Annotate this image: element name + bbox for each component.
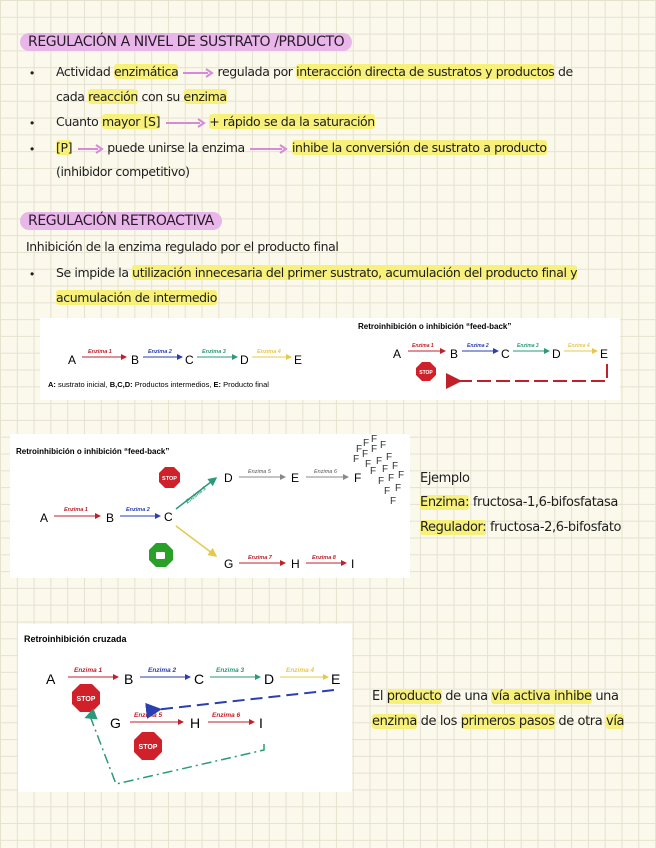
cross-feedback-arrow xyxy=(154,690,334,710)
diagram-title: Retroinhibición o inhibición “feed-back” xyxy=(358,322,512,331)
enzyme-label: Enzima 3 xyxy=(202,349,226,355)
highlight-span: vía activa inhibe xyxy=(491,689,592,704)
text-span: de xyxy=(557,64,573,79)
node-c: C xyxy=(501,347,510,361)
cross-note-line xyxy=(372,689,619,704)
node-e: E xyxy=(600,347,609,361)
diagram-feedback-branched xyxy=(10,434,410,578)
enzyme-label: Enzima 1 xyxy=(88,349,112,355)
node-e: E xyxy=(291,471,300,485)
text-span: fructosa-2,6-bifosfato xyxy=(486,520,622,535)
highlight-span: enzimática xyxy=(113,64,179,79)
bullet-line-continued xyxy=(56,89,227,104)
svg-text:F: F xyxy=(384,486,391,497)
bullet-line xyxy=(56,64,573,79)
node-a: A xyxy=(46,671,56,687)
highlight-span: acumulación de intermedio xyxy=(56,290,218,305)
svg-text:F: F xyxy=(356,444,363,455)
enzyme-label: Enzima 6 xyxy=(212,712,241,719)
cross-note-line xyxy=(372,714,624,729)
svg-text:F: F xyxy=(362,449,369,460)
enzyme-label: Enzima 4 xyxy=(286,667,315,674)
node-c: C xyxy=(194,671,205,687)
node-c: C xyxy=(164,510,173,524)
enzyme-label: Enzima 3 xyxy=(184,485,208,506)
svg-text:F: F xyxy=(380,440,387,451)
highlight-span: + rápido se da la saturación xyxy=(209,114,375,129)
highlight-span: enzima xyxy=(372,714,417,729)
reaction-arrow xyxy=(176,526,216,556)
node-i: I xyxy=(351,557,355,571)
svg-text:F: F xyxy=(386,452,393,463)
pink-arrow-icon xyxy=(76,144,104,154)
node-d: D xyxy=(552,347,561,361)
node-h: H xyxy=(291,557,300,571)
bullet-dot: • xyxy=(30,116,35,130)
highlight-span: Enzima: xyxy=(420,495,470,510)
node-g: G xyxy=(224,557,234,571)
svg-text:F: F xyxy=(363,438,370,449)
node-h: H xyxy=(190,715,201,731)
highlight-span: interacción directa de sustratos y productos xyxy=(296,64,555,79)
pink-arrow-icon xyxy=(182,68,214,78)
text-span: El xyxy=(372,689,384,704)
enzyme-label: Enzima 3 xyxy=(517,343,539,349)
example-enzyme-line xyxy=(420,495,618,510)
bullet-dot: • xyxy=(30,267,35,281)
highlight-span: [P] xyxy=(56,140,73,155)
highlight-span: inhibe la conversión de sustrato a producto xyxy=(291,140,547,155)
highlight-span: producto xyxy=(386,689,442,704)
text-span: cada xyxy=(56,89,85,104)
example-label: Ejemplo xyxy=(420,471,470,486)
enzyme-label: Enzima 5 xyxy=(248,469,271,475)
node-i: I xyxy=(259,715,263,731)
highlight-span: mayor [S] xyxy=(101,114,161,129)
highlight-span: vía xyxy=(606,714,625,729)
node-b: B xyxy=(124,671,134,687)
svg-text:F: F xyxy=(371,434,378,445)
svg-text:F: F xyxy=(376,456,383,467)
enzyme-label: Enzima 2 xyxy=(126,507,150,513)
enzyme-label: Enzima 5 xyxy=(134,712,163,719)
enzyme-label: Enzima 1 xyxy=(64,507,88,513)
enzyme-label: Enzima 8 xyxy=(312,555,336,561)
highlight-span: reacción xyxy=(88,89,138,104)
enzyme-label: Enzima 2 xyxy=(467,343,489,349)
bullet-line xyxy=(56,265,577,280)
node-a: A xyxy=(68,353,77,367)
feedback-arrow xyxy=(454,364,607,381)
node-d: D xyxy=(240,353,249,367)
highlight-span: utilización innecesaria del primer sustrato, acumulación del producto final y xyxy=(132,265,578,280)
enzyme-label: Enzima 1 xyxy=(74,667,103,674)
text-span: una xyxy=(595,689,619,704)
node-b: B xyxy=(106,511,115,525)
enzyme-label: Enzima 4 xyxy=(257,349,281,355)
svg-text:STOP: STOP xyxy=(419,370,433,376)
example-regulator-line xyxy=(420,520,621,535)
diagram-title: Retroinhibición cruzada xyxy=(24,634,127,644)
enzyme-label: Enzima 3 xyxy=(216,667,245,674)
bullet-dot: • xyxy=(30,66,35,80)
node-a: A xyxy=(393,347,402,361)
section-heading-substrate: REGULACIÓN A NIVEL DE SUSTRATO /PRDUCTO xyxy=(20,33,352,51)
text-span: Se impide la xyxy=(56,265,129,280)
node-d: D xyxy=(264,671,275,687)
highlight-span: enzima xyxy=(183,89,227,104)
enzyme-label: Enzima 7 xyxy=(248,555,272,561)
diagram-cross-feedback xyxy=(18,624,352,792)
node-f: F xyxy=(354,471,362,485)
svg-text:F: F xyxy=(370,466,377,477)
section-intro-line: Inhibición de la enzima regulado por el producto final xyxy=(26,239,339,254)
text-span: con su xyxy=(141,89,180,104)
bullet-line xyxy=(56,140,547,155)
pink-arrow-icon xyxy=(248,144,288,154)
svg-text:F: F xyxy=(378,476,385,487)
svg-text:F: F xyxy=(392,461,399,472)
svg-text:STOP: STOP xyxy=(76,696,96,703)
stop-sign-icon xyxy=(72,684,100,712)
enzyme-label: Enzima 4 xyxy=(568,343,590,349)
stop-sign-icon xyxy=(416,362,436,381)
enzyme-label: Enzima 2 xyxy=(148,349,172,355)
node-c: C xyxy=(185,353,194,367)
svg-text:F: F xyxy=(398,470,405,481)
svg-text:F: F xyxy=(390,496,397,507)
node-d: D xyxy=(224,471,233,485)
enzyme-label: Enzima 6 xyxy=(314,469,337,475)
svg-text:F: F xyxy=(388,473,395,484)
svg-text:F: F xyxy=(371,444,378,455)
highlight-span: Regulador: xyxy=(420,520,487,535)
svg-text:F: F xyxy=(382,464,389,475)
enzyme-label: Enzima 1 xyxy=(412,343,434,349)
bullet-line-continued: (inhibidor competitivo) xyxy=(56,164,190,179)
svg-text:F: F xyxy=(365,459,372,470)
text-span: fructosa-1,6-bifosfatasa xyxy=(469,495,618,510)
text-span: de los xyxy=(420,714,457,729)
enzyme-label: Enzima 2 xyxy=(148,667,177,674)
svg-text:F: F xyxy=(353,454,360,465)
text-span: Cuanto xyxy=(56,114,99,129)
pink-arrow-icon xyxy=(164,118,206,128)
highlight-span: primeros pasos xyxy=(460,714,555,729)
stop-sign-icon xyxy=(134,732,162,760)
text-span: de una xyxy=(445,689,488,704)
stop-sign-icon xyxy=(159,467,180,488)
node-g: G xyxy=(110,715,121,731)
text-span: puede unirse la enzima xyxy=(107,140,245,155)
diagram-feedback-linear xyxy=(40,318,620,400)
svg-text:F: F xyxy=(395,483,402,494)
bullet-dot: • xyxy=(30,142,35,156)
bullet-line xyxy=(56,114,375,129)
diagram-caption: A: sustrato inicial, B,C,D: Productos intermedios, E: Producto final xyxy=(48,380,269,389)
svg-text:STOP: STOP xyxy=(138,744,158,751)
node-b: B xyxy=(450,347,459,361)
node-e: E xyxy=(294,353,303,367)
section-heading-feedback: REGULACIÓN RETROACTIVA xyxy=(20,212,222,230)
diagram-title: Retroinhibición o inhibición “feed-back” xyxy=(16,447,170,456)
go-sign-icon xyxy=(149,543,173,567)
bullet-line-continued xyxy=(56,290,217,305)
text-span: regulada por xyxy=(217,64,293,79)
text-span: de otra xyxy=(558,714,603,729)
node-e: E xyxy=(331,671,341,687)
svg-text:STOP: STOP xyxy=(162,476,177,482)
node-a: A xyxy=(40,511,49,525)
node-b: B xyxy=(131,353,140,367)
text-span: Actividad xyxy=(56,64,111,79)
